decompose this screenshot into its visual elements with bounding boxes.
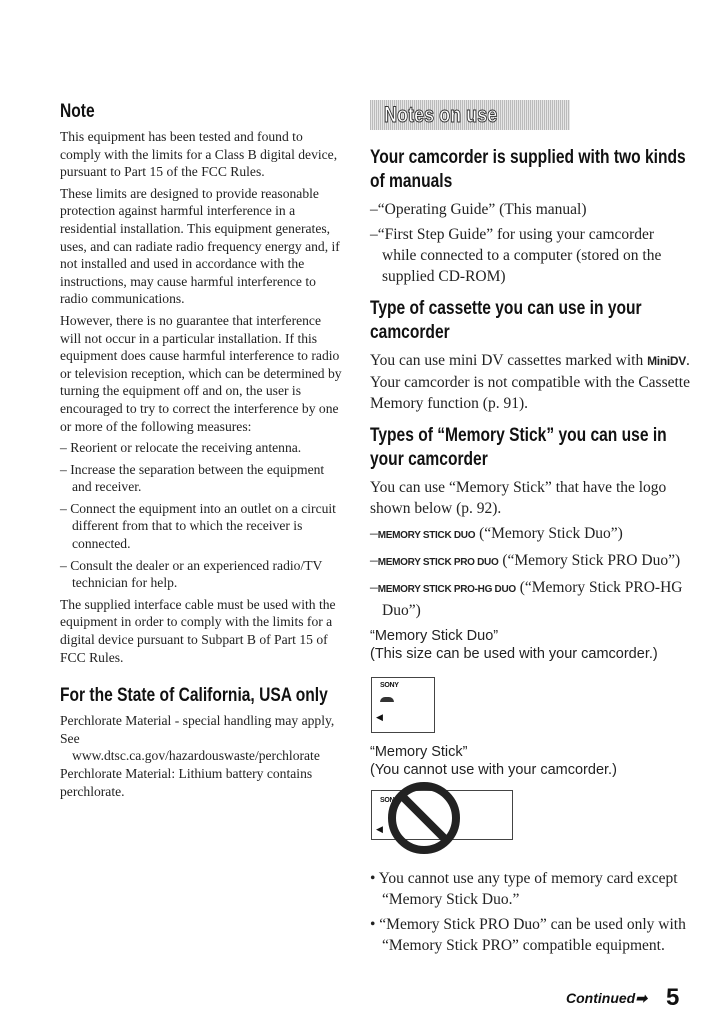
card-brand: SONY <box>380 797 399 804</box>
memory-stick-heading: Types of “Memory Stick” you can use in your camcorder <box>370 425 667 470</box>
memory-stick-pro-duo-logo: MEMORY STICK PRO DUO <box>377 557 499 568</box>
perchlorate-link[interactable]: www.dtsc.ca.gov/hazardouswaste/perchlorate <box>72 748 320 764</box>
memory-stick-pro-hg-duo-logo: MEMORY STICK PRO-HG DUO <box>377 584 516 595</box>
note-paragraph: These limits are designed to provide reasonable protection against harmful interference in a residential installation. This equipment generates, uses, and can radiate radio frequency energy and, if not installed and used in accordance with the instructions, may cause harmful interference to radio communications. <box>60 185 340 307</box>
bullet-item: • “Memory Stick PRO Duo” can be used only with “Memory Stick PRO” compatible equipment. <box>370 916 686 954</box>
measure-item: – Reorient or relocate the receiving antenna. <box>60 440 302 456</box>
cassette-heading: Type of cassette you can use in your camcorder <box>370 298 642 343</box>
note-closing: The supplied interface cable must be used with the equipment in order to comply with the limits for a digital device pursuant to Subpart B of Part 15 of FCC Rules. <box>60 596 336 665</box>
memory-stick-duo-logo: MEMORY STICK DUO <box>377 530 476 541</box>
std-caption-block <box>370 743 617 779</box>
notes-on-use-banner <box>370 100 570 130</box>
note-paragraph: However, there is no guarantee that interference will not occur in a particular installation. If this equipment does cause harmful interference to radio or television reception, which can be determined by turning the equipment off and on, the user is encouraged to try to correct the interference by one or more of the following measures: <box>60 312 342 434</box>
prohibited-icon <box>386 780 462 856</box>
continued-label: Continued➡ <box>566 990 647 1006</box>
measure-item: – Consult the dealer or an experienced radio/TV technician for help. <box>60 557 323 591</box>
manuals-heading: Your camcorder is supplied with two kinds of manuals <box>370 147 686 192</box>
bullet-item: • You cannot use any type of memory card except “Memory Stick Duo.” <box>370 870 678 908</box>
card-brand: SONY <box>380 682 399 689</box>
cassette-text: You can use mini DV cassettes marked with <box>370 352 644 369</box>
memory-stick-duo-illustration: SONY ◀ <box>371 677 435 733</box>
california-text: Perchlorate Material - special handling may apply, See <box>60 713 335 746</box>
manual-item: –“First Step Guide” for using your camcorder while connected to a computer (stored on the supplied CD-ROM) <box>370 226 662 285</box>
duo-note: (This size can be used with your camcorder.) <box>370 646 658 662</box>
memory-intro: You can use “Memory Stick” that have the logo shown below (p. 92). <box>370 479 667 517</box>
std-caption: “Memory Stick” <box>370 744 468 760</box>
manual-item: –“Operating Guide” (This manual) <box>370 201 587 218</box>
notes-on-use-heading: Notes on use <box>384 102 498 127</box>
std-note: (You cannot use with your camcorder.) <box>370 762 617 778</box>
measure-item: – Increase the separation between the equipment and receiver. <box>60 461 325 495</box>
right-column <box>370 146 690 663</box>
measure-item: – Connect the equipment into an outlet on a circuit different from that to which the receiver is connected. <box>60 500 336 552</box>
cassette-text-2: . Your camcorder is not compatible with the Cassette Memory function (p. 91). <box>370 352 690 412</box>
minidv-logo: MiniDV <box>647 354 686 368</box>
note-paragraph: This equipment has been tested and found to comply with the limits for a Class B digital device, pursuant to Part 15 of the FCC Rules. <box>60 129 338 180</box>
duo-caption: “Memory Stick Duo” <box>370 628 499 644</box>
memory-type-item: –MEMORY STICK PRO-HG DUO (“Memory Stick PRO-HG Duo”) <box>370 579 683 619</box>
memory-type-item: –MEMORY STICK DUO (“Memory Stick Duo”) <box>370 525 623 542</box>
california-text-2: Perchlorate Material: Lithium battery contains perchlorate. <box>60 766 313 799</box>
memory-stick-illustration: SONY ◀ <box>371 790 513 840</box>
page-number: 5 <box>666 984 680 1011</box>
left-column <box>60 100 345 804</box>
arrow-right-icon: ➡ <box>635 990 647 1006</box>
memory-bullets <box>370 868 690 960</box>
california-heading: For the State of California, USA only <box>60 685 328 707</box>
memory-type-item: –MEMORY STICK PRO DUO (“Memory Stick PRO Duo”) <box>370 552 681 569</box>
note-heading: Note <box>60 101 95 122</box>
